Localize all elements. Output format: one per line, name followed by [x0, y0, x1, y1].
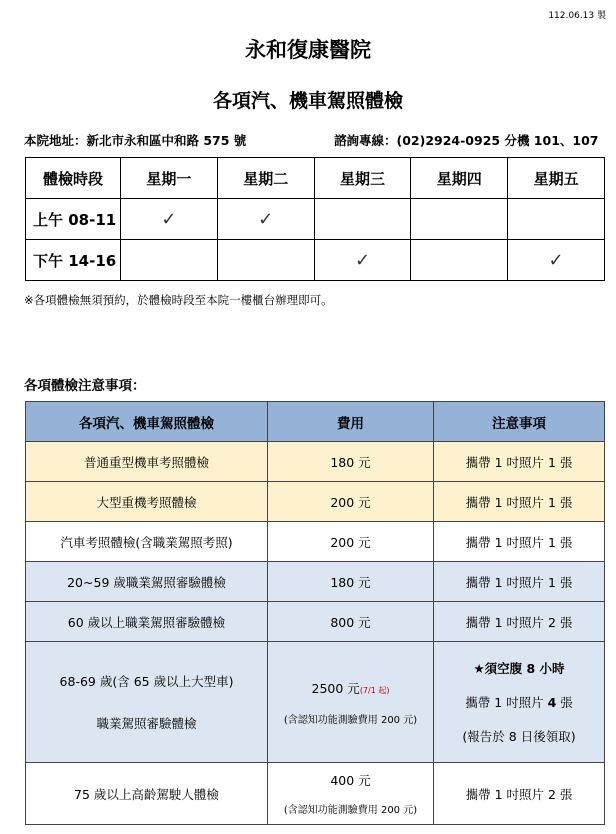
exam-note	[434, 642, 605, 763]
exam-item: 60 歲以上職業駕照審驗體檢	[26, 602, 268, 642]
exam-note: 攜帶 1 吋照片 1 張	[434, 562, 605, 602]
hotline: 諮詢專線：(02)2924-0925 分機 101、107	[334, 133, 599, 148]
check-icon: ✓	[354, 249, 371, 271]
schedule-cell	[314, 199, 411, 240]
exam-fee: 800 元	[268, 602, 434, 642]
exam-note: 攜帶 1 吋照片 2 張	[434, 763, 605, 825]
booking-note: ※各項體檢無須預約，於體檢時段至本院一樓櫃台辦理即可。	[24, 293, 333, 307]
exam-item: 75 歲以上高齡駕駛人體檢	[26, 763, 268, 825]
hospital-address: 本院地址：新北市永和區中和路 575 號	[24, 133, 247, 148]
fee-effective-date: (7/1 起)	[359, 685, 390, 695]
schedule-header: 星期一	[121, 158, 218, 199]
table-row	[26, 602, 605, 642]
exam-note: 攜帶 1 吋照片 1 張	[434, 522, 605, 562]
exam-fee: 200 元	[268, 482, 434, 522]
fees-table	[25, 401, 605, 825]
table-row	[26, 763, 605, 825]
check-icon: ✓	[258, 208, 274, 230]
fees-header-row	[26, 402, 605, 442]
exam-note: 攜帶 1 吋照片 1 張	[434, 482, 605, 522]
schedule-cell	[411, 199, 508, 240]
fees-header: 費用	[268, 402, 434, 442]
schedule-row-morning	[26, 199, 605, 240]
photo-note-suffix: 張	[556, 695, 573, 710]
exam-fee	[268, 763, 434, 825]
schedule-cell	[314, 240, 411, 281]
schedule-cell	[121, 199, 218, 240]
exam-fee	[268, 642, 434, 763]
schedule-header: 星期五	[508, 158, 605, 199]
schedule-header: 星期二	[217, 158, 314, 199]
schedule-cell	[121, 240, 218, 281]
table-row	[26, 562, 605, 602]
schedule-cell	[508, 240, 605, 281]
schedule-header: 體檢時段	[26, 158, 121, 199]
schedule-header: 星期三	[314, 158, 411, 199]
fee-subnote: (含認知功能測驗費用 200 元)	[283, 805, 418, 816]
schedule-header: 星期四	[411, 158, 508, 199]
fees-header: 注意事項	[434, 402, 605, 442]
fee-subnote: (含認知功能測驗費用 200 元)	[283, 714, 418, 726]
schedule-header-row	[26, 158, 605, 199]
schedule-cell	[508, 199, 605, 240]
fees-header: 各項汽、機車駕照體檢	[26, 402, 268, 442]
schedule-cell	[217, 199, 314, 240]
table-row	[26, 442, 605, 482]
fee-amount: 400 元	[330, 773, 371, 788]
item-line: 職業駕照審驗體檢	[96, 716, 197, 731]
check-icon: ✓	[548, 249, 564, 271]
fasting-note: ★須空腹 8 小時	[473, 661, 565, 676]
slot-label: 下午 14-16	[26, 240, 121, 281]
table-row	[26, 482, 605, 522]
check-icon: ✓	[161, 208, 177, 230]
exam-item: 普通重型機車考照體檢	[26, 442, 268, 482]
item-line: 68-69 歲(含 65 歲以上大型車)	[59, 674, 234, 689]
schedule-cell	[217, 240, 314, 281]
slot-label: 上午 08-11	[26, 199, 121, 240]
date-stamp: 112.06.13 製	[548, 11, 606, 21]
exam-fee: 180 元	[268, 442, 434, 482]
hospital-name: 永和復康醫院	[245, 38, 371, 62]
table-row	[26, 642, 605, 763]
exam-item: 大型重機考照體檢	[26, 482, 268, 522]
schedule-table	[25, 157, 605, 281]
schedule-cell	[411, 240, 508, 281]
table-row	[26, 522, 605, 562]
photo-note: 攜帶 1 吋照片	[465, 695, 548, 710]
exam-note: 攜帶 1 吋照片 2 張	[434, 602, 605, 642]
exam-note: 攜帶 1 吋照片 1 張	[434, 442, 605, 482]
exam-fee: 200 元	[268, 522, 434, 562]
page-subtitle: 各項汽、機車駕照體檢	[212, 90, 403, 112]
exam-item: 20~59 歲職業駕照審驗體檢	[26, 562, 268, 602]
exam-item	[26, 642, 268, 763]
section-title: 各項體檢注意事項：	[24, 378, 146, 394]
exam-fee: 180 元	[268, 562, 434, 602]
report-note: (報告於 8 日後領取)	[462, 729, 576, 744]
photo-count: 4	[547, 695, 557, 710]
fee-amount: 2500 元	[311, 680, 360, 696]
schedule-row-afternoon	[26, 240, 605, 281]
exam-item: 汽車考照體檢(含職業駕照考照)	[26, 522, 268, 562]
